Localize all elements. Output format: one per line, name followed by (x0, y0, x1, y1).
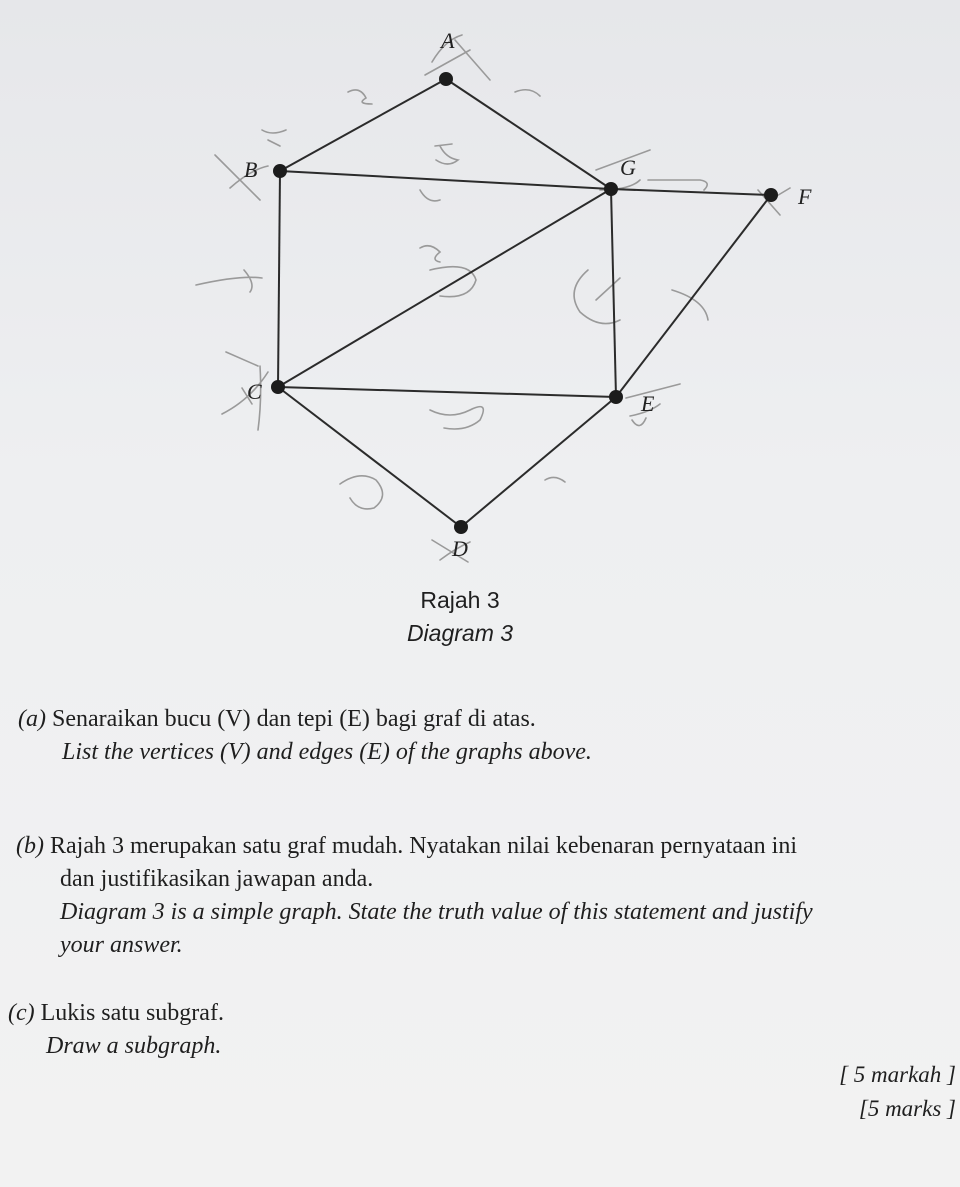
question-a-label: (a) (18, 706, 46, 732)
edge-gf (611, 189, 771, 195)
vertex-b (273, 164, 287, 178)
question-a (18, 703, 592, 769)
vertex-label-a: A (441, 28, 455, 53)
vertex-label-d: D (452, 536, 468, 561)
edge-fe (616, 195, 771, 397)
question-c (8, 997, 224, 1063)
question-b-malay-text: Rajah 3 merupakan satu graf mudah. Nyatakan nilai kebenaran pernyataan ini (49, 833, 798, 859)
vertex-g (604, 182, 618, 196)
edge-ag (446, 79, 611, 189)
vertex-label-b: B (244, 157, 258, 182)
edge-ge (611, 189, 616, 397)
question-b-english-line1: Diagram 3 is a simple graph. State the truth value of this statement and justify (60, 899, 813, 925)
pencil-annotations (196, 35, 790, 562)
vertex-label-e: E (641, 391, 655, 416)
vertex-f (764, 188, 778, 202)
vertex-label-c: C (247, 379, 262, 404)
edge-ce (278, 387, 616, 397)
graph-vertex-labels (244, 28, 812, 561)
question-a-english: List the vertices (V) and edges (E) of the graphs above. (62, 739, 592, 765)
vertex-e (609, 390, 623, 404)
vertex-c (271, 380, 285, 394)
question-c-malay (8, 997, 224, 1030)
question-a-malay (18, 703, 592, 736)
question-c-label: (c) (8, 1000, 35, 1026)
question-b (16, 830, 813, 962)
question-b-label: (b) (16, 833, 44, 859)
edge-cg (278, 189, 611, 387)
marks-malay: [ 5 markah ] (839, 1062, 956, 1087)
edge-bc (278, 171, 280, 387)
diagram-caption-malay: Rajah 3 (420, 587, 500, 613)
question-c-malay-text: Lukis satu subgraf. (40, 1000, 224, 1026)
edge-ed (461, 397, 616, 527)
vertex-label-f: F (798, 184, 812, 209)
question-a-malay-text: Senaraikan bucu (V) dan tepi (E) bagi graf di atas. (51, 706, 536, 732)
edge-cd (278, 387, 461, 527)
diagram-caption-english: Diagram 3 (406, 620, 514, 646)
vertex-label-g: G (620, 155, 636, 180)
graph-vertices (271, 72, 778, 534)
question-b-english-line2: your answer. (60, 932, 183, 958)
edge-bg (280, 171, 611, 189)
vertex-d (454, 520, 468, 534)
question-c-english: Draw a subgraph. (46, 1033, 222, 1059)
graph-diagram (0, 0, 960, 580)
marks-english: [5 marks ] (858, 1096, 956, 1121)
question-b-malay-line2: dan justifikasikan jawapan anda. (60, 866, 374, 892)
vertex-a (439, 72, 453, 86)
question-b-malay-line1 (16, 830, 813, 863)
